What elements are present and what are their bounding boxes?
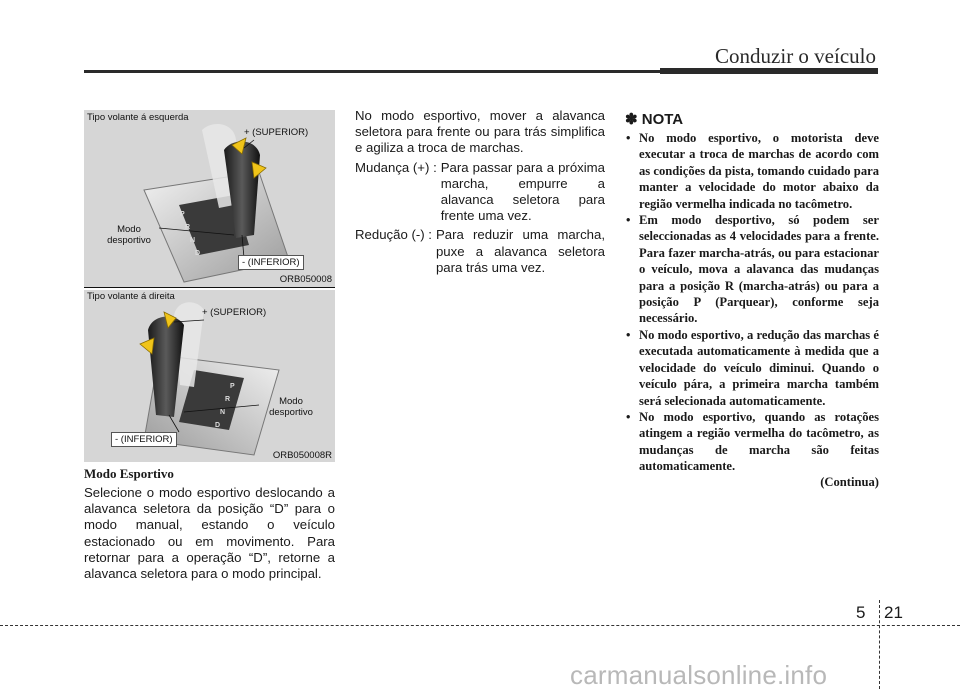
continued-label: (Continua): [820, 474, 879, 489]
note-item: • No modo esportivo, a redução das marchas é executada automaticamente à medida que a velocidade do veículo diminui. Quando o veículo pára, a primeira marcha também será selecionada automaticamente.: [625, 327, 879, 409]
figure2-label-up: + (SUPERIOR): [202, 307, 267, 318]
footer-divider: [879, 600, 880, 689]
upshift-desc: Para passar para a próxima marcha, empurre a alavanca seletora para frente uma vez.: [440, 159, 605, 224]
gear-r: R: [185, 224, 191, 231]
downshift-term: Redução (-) :: [355, 227, 432, 243]
figure2-code: ORB050008R: [272, 450, 332, 461]
gear-d: D: [195, 250, 201, 257]
gear-r: R: [225, 396, 231, 403]
gear-n: N: [220, 409, 226, 416]
figure-right-hand-drive: [84, 290, 335, 462]
figure1-caption: Tipo volante á esquerda: [87, 112, 189, 123]
figure1-label-up: + (SUPERIOR): [244, 127, 309, 138]
gear-n: N: [190, 237, 196, 244]
note-heading: ✽ NOTA: [625, 111, 684, 128]
gear-p: P: [180, 211, 185, 218]
figure1-separator: [84, 287, 335, 288]
footer-rule: [0, 625, 960, 626]
watermark: carmanualsonline.info: [570, 660, 828, 689]
header-rule-accent: [660, 68, 878, 74]
figure1-label-mode: Modo desportivo: [107, 224, 151, 246]
column2-intro: No modo esportivo, mover a alavanca seletora para frente ou para trás simplifica e agiliza a troca de marchas.: [355, 108, 605, 156]
gear-p: P: [230, 383, 235, 390]
figure1-label-down: - (INFERIOR): [238, 255, 304, 270]
figure2-caption: Tipo volante á direita: [87, 291, 175, 302]
section-sport-mode: [84, 466, 335, 582]
figure1-code: ORB050008: [279, 274, 332, 285]
note-item: • No modo esportivo, o motorista deve executar a troca de marchas de acordo com as condições da pista, tomando cuidado para manter a velocidade do motor abaixo da região vermelha indicada no tacômetro.: [625, 130, 879, 212]
note-item: • Em modo desportivo, só podem ser seleccionadas as 4 velocidades para a frente. Para fazer marcha-atrás, ou para estacionar o veículo, mova a alavanca das mudanças para a posição R (marcha-atrás) ou para a posição P (Parquear), conforme seja necessário.: [625, 212, 879, 327]
definition-upshift: [355, 160, 605, 225]
arrow-down-icon: [140, 338, 154, 354]
upshift-term: Mudança (+) :: [355, 159, 437, 175]
page-number: 21: [884, 603, 903, 622]
definition-downshift: [355, 227, 605, 276]
downshift-desc: Para reduzir uma marcha, puxe a alavanca seletora para trás uma vez.: [435, 227, 605, 275]
note-box: [625, 110, 879, 490]
figure2-label-mode: Modo desportivo: [269, 396, 313, 418]
section-body: Selecione o modo esportivo deslocando a alavanca seletora da posição “D” para o modo manual, estando o veículo estacionado ou em movimento. Para retornar para a operação “D”, retorne a alavanca seletora para o modo principal.: [84, 485, 335, 582]
column-2: [355, 108, 605, 276]
section-heading: Modo Esportivo: [84, 466, 174, 481]
header-title: Conduzir o veículo: [715, 44, 876, 68]
figure2-label-down: - (INFERIOR): [111, 432, 177, 447]
figure-left-hand-drive: [84, 110, 335, 288]
gear-d: D: [215, 422, 221, 429]
note-item: • No modo esportivo, quando as rotações atingem a região vermelha do tacômetro, as mudanças de marcha são feitas automaticamente.: [625, 409, 879, 475]
chapter-number: 5: [856, 603, 866, 622]
note-list: [625, 130, 879, 475]
